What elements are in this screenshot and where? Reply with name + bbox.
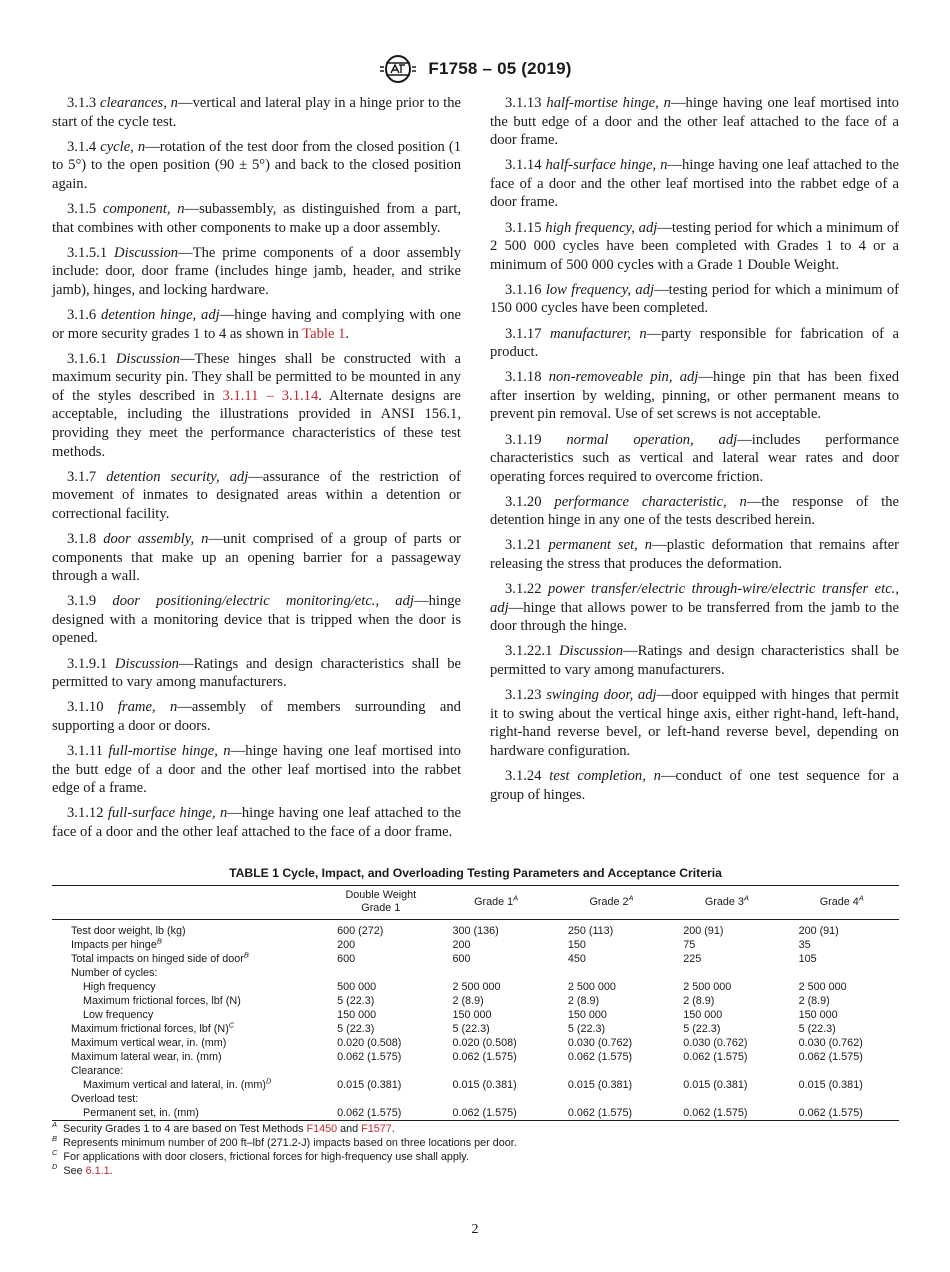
table-cell xyxy=(669,1064,784,1078)
table-cell: 450 xyxy=(567,953,586,965)
section-number: 3.1.7 xyxy=(67,468,97,485)
table-cell xyxy=(323,1064,438,1078)
table-body xyxy=(52,920,899,1121)
section-number: 3.1.20 xyxy=(505,493,542,510)
row-label xyxy=(52,1008,323,1022)
section-number: 3.1.5.1 xyxy=(67,244,108,261)
section-number: 3.1.18 xyxy=(505,369,542,386)
table-cell: 5 (22.3) xyxy=(337,995,375,1007)
table-footnotes xyxy=(52,1122,899,1178)
table-grid xyxy=(52,885,899,1121)
defined-term: frame, n xyxy=(117,699,178,716)
section-number: 3.1.8 xyxy=(67,530,97,547)
table-cell: 0.062 (1.575) xyxy=(683,1051,748,1063)
definition-paragraph xyxy=(490,431,899,487)
table-cell: 5 (22.3) xyxy=(683,1023,721,1035)
standard-code: F1758 – 05 (2019) xyxy=(428,59,572,78)
column-header-text: Grade 2 xyxy=(589,895,629,908)
cross-reference-link[interactable]: 6.1.1 xyxy=(85,1165,110,1177)
row-label xyxy=(52,1078,323,1092)
row-label-text: Clearance: xyxy=(71,1065,124,1077)
table-cell xyxy=(438,1092,553,1106)
section-number: 3.1.9.1 xyxy=(67,655,108,672)
definition-paragraph xyxy=(52,742,461,798)
definition-paragraph xyxy=(52,350,461,462)
footnote-marker: C xyxy=(52,1148,58,1158)
table-row xyxy=(52,1008,899,1022)
cross-reference-link[interactable]: F1577 xyxy=(361,1123,392,1135)
table-cell: 600 (272) xyxy=(337,925,384,937)
row-label xyxy=(52,952,323,966)
table-cell xyxy=(323,1092,438,1106)
table-cell: 0.062 (1.575) xyxy=(452,1107,517,1119)
definition-text: —the response of the detention hinge in any one of the tests described herein. xyxy=(490,493,900,529)
footnote-text: See xyxy=(63,1165,86,1177)
row-label xyxy=(52,1064,323,1078)
row-label xyxy=(52,980,323,994)
defined-term: door assembly, n xyxy=(103,530,209,547)
definition-text: —unit comprised of a group of parts or components that make up an opening barrier for a passageway through a wall. xyxy=(52,530,461,585)
definition-text: —testing period for which a minimum of 150 000 cycles have been completed. xyxy=(490,281,899,317)
table-cell: 0.062 (1.575) xyxy=(798,1051,863,1063)
table-cell: 0.015 (0.381) xyxy=(452,1079,517,1091)
table-cell xyxy=(785,1092,899,1106)
row-label xyxy=(52,938,323,952)
table-cell: 5 (22.3) xyxy=(567,1023,606,1035)
section-number: 3.1.10 xyxy=(67,699,104,716)
row-label-text: Maximum vertical wear, in. (mm) xyxy=(71,1037,227,1049)
column-header xyxy=(669,886,784,920)
defined-term: performance characteristic, n xyxy=(554,493,747,510)
table-cell: 0.020 (0.508) xyxy=(337,1037,402,1049)
defined-term: detention security, adj xyxy=(106,468,249,485)
cross-reference-link[interactable]: 3.1.11 – 3.1.14 xyxy=(222,387,319,404)
row-label xyxy=(52,1022,323,1036)
column-header xyxy=(323,886,438,920)
definition-paragraph xyxy=(490,368,899,424)
table-cell: 0.062 (1.575) xyxy=(567,1107,633,1119)
section-number: 3.1.4 xyxy=(67,138,97,155)
defined-term: high frequency, adj xyxy=(545,219,658,236)
row-label-text: High frequency xyxy=(83,981,156,993)
row-label-text: Total impacts on hinged side of door xyxy=(71,953,244,965)
table-1 xyxy=(52,866,899,1121)
footnote-marker: A xyxy=(858,892,864,902)
table-cell: 0.062 (1.575) xyxy=(452,1051,517,1063)
column-header xyxy=(52,886,323,920)
definition-text: —party responsible for fabrication of a product. xyxy=(490,325,899,361)
table-cell: 150 000 xyxy=(798,1009,838,1021)
footnote-text: For applications with door closers, frictional forces for high-frequency use shall apply. xyxy=(63,1151,469,1163)
table-cell: 0.015 (0.381) xyxy=(567,1079,633,1091)
definition-text: —assembly of members surrounding and supporting a door or doors. xyxy=(52,699,461,734)
footnote-marker: C xyxy=(228,1020,235,1030)
footnote-text: Security Grades 1 to 4 are based on Test Methods xyxy=(63,1123,307,1135)
row-label-text: Overload test: xyxy=(71,1093,139,1105)
table-cell: 600 xyxy=(452,953,471,965)
table-row xyxy=(52,1036,899,1050)
definition-paragraph xyxy=(52,804,461,841)
row-label xyxy=(52,1050,323,1064)
definition-paragraph xyxy=(52,138,461,194)
table-cell: 600 xyxy=(337,953,356,965)
table-cell: 0.062 (1.575) xyxy=(567,1051,633,1063)
definition-text: —Ratings and design characteristics shall be permitted to vary among manufacturers. xyxy=(52,655,461,691)
table-row xyxy=(52,1092,899,1106)
table-row xyxy=(52,1106,899,1121)
table-cell xyxy=(554,966,669,980)
defined-term: low frequency, adj xyxy=(545,281,655,298)
table-cell: 0.030 (0.762) xyxy=(683,1037,748,1049)
definition-text: —vertical and lateral play in a hinge prior to the start of the cycle test. xyxy=(52,95,461,130)
footnote-marker: B xyxy=(52,1134,58,1144)
definition-paragraph xyxy=(52,655,461,692)
table-cell: 0.015 (0.381) xyxy=(337,1079,402,1091)
table-cell: 5 (22.3) xyxy=(798,1023,836,1035)
table-cell: 300 (136) xyxy=(452,925,499,937)
section-number: 3.1.19 xyxy=(505,431,542,448)
section-number: 3.1.22.1 xyxy=(505,643,553,660)
defined-term: manufacturer, n xyxy=(549,325,647,342)
definition-text: —hinge having one leaf mortised into the butt edge of a door and the other leaf mortised into the rabbet edge of a frame. xyxy=(52,742,461,797)
table-cell: 35 xyxy=(798,939,811,951)
definition-text: —hinge that allows power to be transferred from the jamb to the door through the hinge. xyxy=(490,599,899,635)
definition-paragraph xyxy=(52,468,461,524)
table-cell: 5 (22.3) xyxy=(452,1023,490,1035)
definition-paragraph xyxy=(490,767,899,804)
column-header xyxy=(438,886,553,920)
row-label xyxy=(52,920,323,939)
footnote-marker: B xyxy=(243,950,249,960)
footnote-marker: A xyxy=(513,892,519,902)
definition-paragraph xyxy=(490,493,899,530)
table-cell: 0.020 (0.508) xyxy=(452,1037,517,1049)
defined-term: swinging door, adj xyxy=(546,687,657,704)
definition-text-tail: . xyxy=(345,325,350,342)
table-cell: 200 (91) xyxy=(683,925,724,937)
row-label-text: Maximum lateral wear, in. (mm) xyxy=(71,1051,222,1063)
defined-term: Discussion xyxy=(114,244,179,261)
definition-text: —hinge having and complying with one or more security grades 1 to 4 as shown in xyxy=(52,306,461,342)
table-row xyxy=(52,1078,899,1092)
row-label-text: Number of cycles: xyxy=(71,967,158,979)
definition-text: —assurance of the restriction of movement of inmates to designated areas within a detention or correctional facility. xyxy=(52,468,461,522)
table-cell: 2 (8.9) xyxy=(452,995,484,1007)
definition-text: —hinge pin that has been fixed after insertion by welding, pinning, or other permanent means to prevent pin removal. Use of set screws is not acceptable. xyxy=(490,369,899,423)
definition-paragraph xyxy=(52,592,461,648)
footnote-marker: B xyxy=(156,936,162,946)
definition-paragraph xyxy=(52,200,461,237)
table-cell xyxy=(323,966,438,980)
column-header-text: Grade 4 xyxy=(819,895,859,908)
table-cell: 0.062 (1.575) xyxy=(337,1107,402,1119)
column-header-line: Double Weight xyxy=(345,889,417,901)
definition-text: —rotation of the test door from the closed position (1 to 5°) to the open position (90 ± 5°) and back to the closed position again. xyxy=(52,138,461,192)
table-row xyxy=(52,1022,899,1036)
footnote-marker: D xyxy=(266,1076,272,1086)
table-cell: 0.062 (1.575) xyxy=(683,1107,748,1119)
section-number: 3.1.14 xyxy=(505,157,542,174)
table-cell: 150 000 xyxy=(567,1009,607,1021)
definition-paragraph xyxy=(52,244,461,300)
column-header-text: Grade 3 xyxy=(704,895,744,908)
definition-paragraph xyxy=(490,325,899,362)
table-cell: 0.030 (0.762) xyxy=(567,1037,633,1049)
definition-text: —hinge having one leaf attached to the face of a door and the other leaf attached to the face of a door frame. xyxy=(52,805,461,840)
table-cell: 2 500 000 xyxy=(683,981,732,993)
table-cell: 2 (8.9) xyxy=(798,995,830,1007)
table-cell: 0.015 (0.381) xyxy=(683,1079,748,1091)
row-label-text: Test door weight, lb (kg) xyxy=(71,925,186,937)
table-cell: 200 xyxy=(337,939,356,951)
section-number: 3.1.11 xyxy=(67,742,103,759)
page-header xyxy=(0,54,950,84)
section-number: 3.1.21 xyxy=(505,537,542,554)
table-cell xyxy=(669,1092,784,1106)
table-cell xyxy=(785,966,899,980)
table-cell: 150 xyxy=(567,939,586,951)
column-header-text: Grade 1 xyxy=(474,895,514,908)
defined-term: Discussion xyxy=(115,350,180,367)
column-header xyxy=(554,886,669,920)
row-label-text: Low frequency xyxy=(83,1009,154,1021)
table-row xyxy=(52,938,899,952)
table-row xyxy=(52,980,899,994)
definition-text: —includes performance characteristics such as vertical and lateral wear rates and door operating forces required to overcome friction. xyxy=(490,431,899,485)
defined-term: door positioning/electric monitoring/etc., adj xyxy=(112,593,414,610)
defined-term: half-mortise hinge, n xyxy=(546,95,671,111)
defined-term: component, n xyxy=(102,200,185,217)
table-cell: 200 (91) xyxy=(798,925,839,937)
table-cell xyxy=(438,966,553,980)
defined-term: full-surface hinge, n xyxy=(107,805,228,822)
defined-term: Discussion xyxy=(559,643,624,660)
column-header-line: Grade 1 xyxy=(361,902,401,914)
defined-term: non-removeable pin, adj xyxy=(548,369,699,386)
row-label xyxy=(52,1036,323,1050)
table-cell: 200 xyxy=(452,939,471,951)
section-number: 3.1.6.1 xyxy=(67,350,108,367)
left-column xyxy=(52,94,461,848)
table-cell: 250 (113) xyxy=(567,925,614,937)
table-cell: 0.030 (0.762) xyxy=(798,1037,863,1049)
definition-text: —plastic deformation that remains after releasing the stress that produces the deformation. xyxy=(490,537,899,573)
definition-text-tail: . Alternate designs are acceptable, including the illustrations provided in ANSI 156.1, providing they meet the performance characteristics of these test methods. xyxy=(52,387,461,460)
definition-paragraph xyxy=(490,219,899,275)
table-cell: 0.062 (1.575) xyxy=(798,1107,863,1119)
table-cell: 500 000 xyxy=(337,981,377,993)
row-label xyxy=(52,966,323,980)
column-header xyxy=(785,886,899,920)
definition-text: —Ratings and design characteristics shall be permitted to vary among manufacturers. xyxy=(490,643,899,679)
table-cell: 0.015 (0.381) xyxy=(798,1079,863,1091)
table-cell xyxy=(669,966,784,980)
row-label-text: Maximum frictional forces, lbf (N) xyxy=(83,995,241,1007)
definition-text: —hinge having one leaf mortised into the butt edge of a door and the other leaf attached to the face of a door frame. xyxy=(490,95,899,149)
definition-text: —The prime components of a door assembly include: door, door frame (includes hinge jamb, header, and strike jamb), hinges, and locking hardware. xyxy=(52,244,462,298)
definition-text: —conduct of one test sequence for a group of hinges. xyxy=(490,768,899,803)
footnote-text: and xyxy=(337,1123,362,1135)
table-title: TABLE 1 Cycle, Impact, and Overloading Testing Parameters and Acceptance Criteria xyxy=(229,866,722,880)
table-row xyxy=(52,920,899,939)
definition-text: —door equipped with hinges that permit it to swing about the vertical hinge axis, either right-hand, left-hand, right-hand reverse bevel, or left-hand reverse bevel, depending on hardware configuration. xyxy=(490,687,900,759)
footnote-marker: A xyxy=(52,1120,58,1130)
defined-term: normal operation, adj xyxy=(566,431,738,448)
table-row xyxy=(52,994,899,1008)
cross-reference-link[interactable]: Table 1 xyxy=(302,325,346,342)
section-number: 3.1.5 xyxy=(67,200,97,217)
footnote xyxy=(52,1122,899,1136)
table-cell: 2 500 000 xyxy=(452,981,501,993)
definition-paragraph xyxy=(52,94,461,131)
table-cell: 2 (8.9) xyxy=(567,995,600,1007)
defined-term: clearances, n xyxy=(100,95,178,111)
section-number: 3.1.3 xyxy=(67,95,97,111)
defined-term: cycle, n xyxy=(100,138,146,155)
table-cell: 0.062 (1.575) xyxy=(337,1051,402,1063)
definition-text: —These hinges shall be constructed with a maximum security pin. They shall be permitted to be mounted in any of the styles described in xyxy=(52,350,461,404)
footnote xyxy=(52,1136,899,1150)
footnote-marker: A xyxy=(628,892,634,902)
section-number: 3.1.24 xyxy=(505,768,542,784)
row-label xyxy=(52,994,323,1008)
footnote xyxy=(52,1164,899,1178)
definition-paragraph xyxy=(490,642,899,679)
row-label-text: Impacts per hinge xyxy=(71,939,157,951)
astm-logo-icon xyxy=(378,54,418,84)
table-row xyxy=(52,952,899,966)
footnote-marker: A xyxy=(743,892,749,902)
footnote-text: . xyxy=(109,1165,113,1177)
table-cell: 225 xyxy=(683,953,702,965)
table-cell: 2 500 000 xyxy=(567,981,616,993)
row-label xyxy=(52,1106,323,1121)
section-number: 3.1.22 xyxy=(505,581,542,598)
section-number: 3.1.6 xyxy=(67,306,97,323)
table-cell: 150 000 xyxy=(337,1009,377,1021)
defined-term: Discussion xyxy=(114,655,179,672)
definition-text: —hinge designed with a monitoring device that is tripped when the door is opened. xyxy=(52,593,461,647)
row-label-text: Maximum vertical and lateral, in. (mm) xyxy=(83,1079,266,1091)
row-label-text: Maximum frictional forces, lbf (N) xyxy=(71,1023,229,1035)
section-number: 3.1.9 xyxy=(67,593,97,610)
definition-paragraph xyxy=(490,94,899,150)
table-cell: 105 xyxy=(798,953,817,965)
section-number: 3.1.23 xyxy=(505,687,542,704)
definition-text: —subassembly, as distinguished from a part, that combines with other components to make up a door assembly. xyxy=(52,200,461,236)
footnote-text: Represents minimum number of 200 ft–lbf (271.2-J) impacts based on three locations per door. xyxy=(63,1137,517,1149)
table-cell: 150 000 xyxy=(683,1009,723,1021)
definition-paragraph xyxy=(490,686,899,760)
footnote-marker: D xyxy=(52,1162,58,1172)
definition-paragraph xyxy=(490,536,899,573)
definition-text: —testing period for which a minimum of 2 500 000 cycles have been completed with Grades 1 to 4 or a minimum of 500 000 cycles with a Grade 1 Double Weight. xyxy=(490,219,899,273)
section-number: 3.1.15 xyxy=(505,219,542,236)
defined-term: test completion, n xyxy=(549,768,661,784)
table-row xyxy=(52,1064,899,1078)
row-label-text: Permanent set, in. (mm) xyxy=(83,1107,199,1119)
table-row xyxy=(52,1050,899,1064)
definition-paragraph xyxy=(490,156,899,212)
section-number: 3.1.12 xyxy=(67,805,104,822)
section-number: 3.1.13 xyxy=(505,95,542,111)
table-cell: 5 (22.3) xyxy=(337,1023,375,1035)
defined-term: half-surface hinge, n xyxy=(545,157,668,174)
table-cell: 150 000 xyxy=(452,1009,492,1021)
row-label xyxy=(52,1092,323,1106)
table-cell xyxy=(785,1064,899,1078)
section-number: 3.1.16 xyxy=(505,281,542,298)
defined-term: full-mortise hinge, n xyxy=(108,742,231,759)
defined-term: permanent set, n xyxy=(548,537,653,554)
cross-reference-link[interactable]: F1450 xyxy=(306,1123,338,1135)
definition-paragraph xyxy=(52,698,461,735)
definition-paragraph xyxy=(490,580,899,636)
right-column xyxy=(490,94,899,811)
defined-term: detention hinge, adj xyxy=(101,306,220,323)
table-cell: 2 500 000 xyxy=(798,981,847,993)
section-number: 3.1.17 xyxy=(505,325,542,342)
table-row xyxy=(52,966,899,980)
definition-paragraph xyxy=(52,306,461,343)
page-number: 2 xyxy=(471,1222,479,1237)
footnote-text: . xyxy=(391,1123,395,1135)
defined-term: power transfer/electric through-wire/electric transfer etc., adj xyxy=(490,581,899,616)
table-cell xyxy=(554,1092,669,1106)
table-cell xyxy=(438,1064,553,1078)
table-header-row xyxy=(52,886,899,920)
table-cell xyxy=(554,1064,669,1078)
table-cell: 75 xyxy=(683,939,696,951)
definition-text: —hinge having one leaf attached to the face of a door and the other leaf mortised into the rabbet edge of a door frame. xyxy=(490,157,899,211)
definition-paragraph xyxy=(52,530,461,586)
table-cell: 2 (8.9) xyxy=(683,995,715,1007)
definition-paragraph xyxy=(490,281,899,318)
footnote xyxy=(52,1150,899,1164)
